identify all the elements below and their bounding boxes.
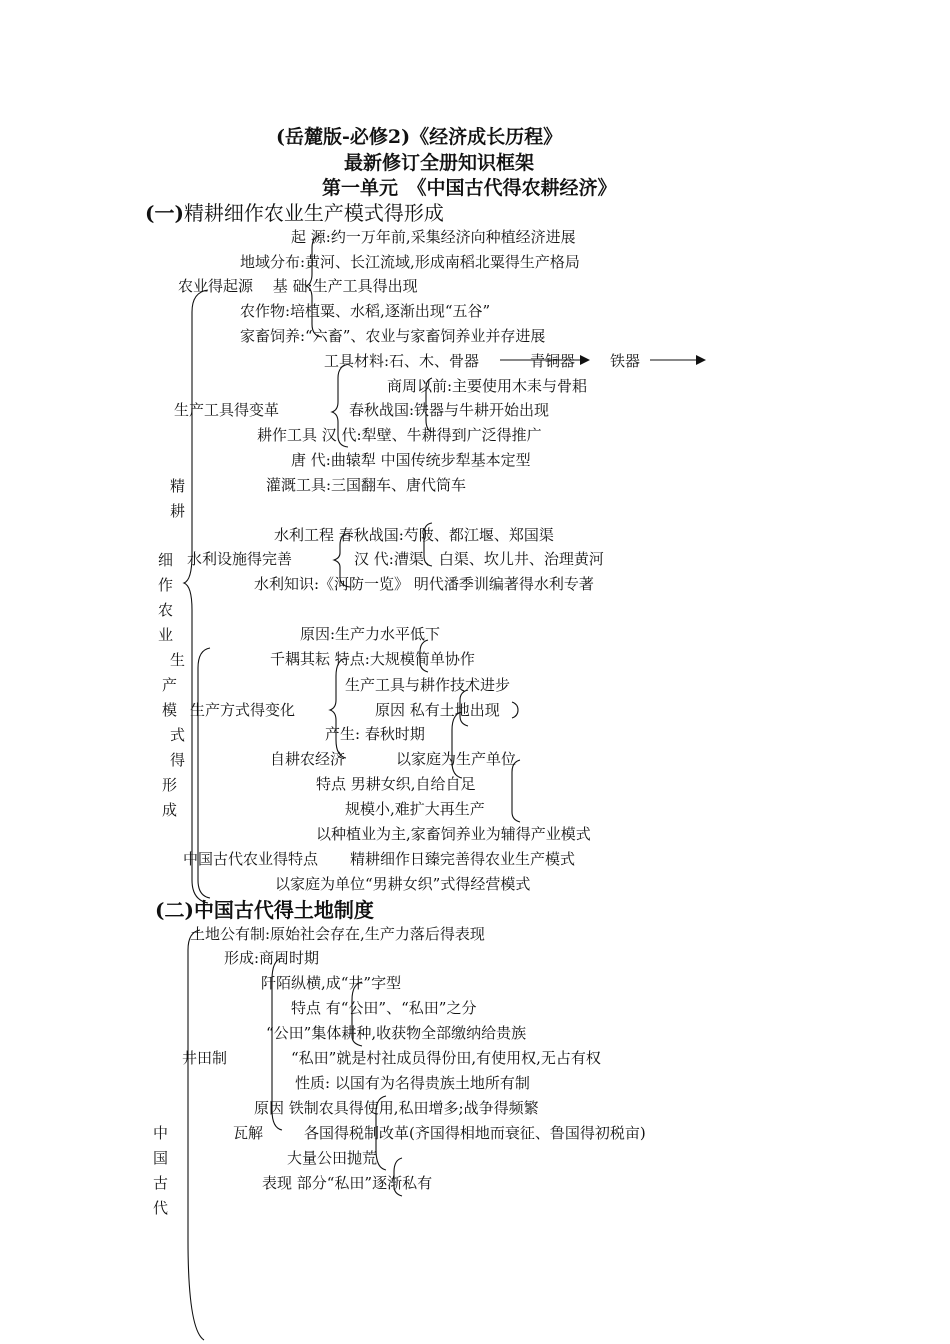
well-field-feature-line: 特点 有“公田”、“私田”之分: [291, 999, 477, 1017]
side-char: 模: [162, 701, 178, 719]
side-char: 耕: [170, 502, 186, 520]
water-facility-label: 水利设施得完善: [187, 550, 293, 568]
land-brace: [188, 930, 204, 1340]
pre-shangzhou-line: 商周以前:主要使用木耒与骨耜: [387, 377, 588, 395]
main-brace: [184, 290, 208, 903]
tool-change-label: 生产工具得变革: [174, 401, 280, 419]
bronze-label: 青铜器: [530, 352, 576, 370]
side-char: 作: [158, 576, 174, 594]
crop-dominant-line: 以种植业为主,家畜饲养业为辅得产业模式: [316, 825, 591, 843]
crops-line: 农作物:培植粟、水稻,逐渐出现“五谷”: [240, 302, 491, 320]
section2-mark: (二): [155, 898, 194, 922]
side-char: 中: [153, 1124, 169, 1142]
han-tools-line: 耕作工具 汉 代:犁壁、牛耕得到广泛得推广: [257, 426, 542, 444]
public-field-line: “公田”集体耕种,收获物全部缴纳给贵族: [266, 1024, 527, 1042]
section1-mark: (一): [145, 201, 184, 225]
side-char: 形: [162, 776, 178, 794]
reason-line: 原因:生产力水平低下: [300, 625, 441, 643]
production-change-label: 生产方式得变化: [190, 701, 296, 719]
collapse-reason-line: 原因 铁制农具得使用,私田增多;战争得频繁: [254, 1099, 539, 1117]
origin-line: 起 源:约一万年前,采集经济向种植经济进展: [291, 228, 576, 246]
field-pattern-line: 阡陌纵横,成“井”字型: [261, 974, 402, 992]
basis-line: 农业得起源 基 础:生产工具得出现: [178, 277, 418, 295]
tool-material-line: 工具材料:石、木、骨器: [324, 352, 480, 370]
han-water-line: 汉 代:漕渠、白渠、坎儿井、治理黄河: [354, 550, 604, 568]
side-char: 细: [158, 551, 174, 569]
smallholder-label: 自耕农经济: [270, 750, 346, 768]
intensive-farming-line: 精耕细作日臻完善得农业生产模式: [350, 850, 576, 868]
family-unit-line: 以家庭为生产单位: [396, 750, 517, 768]
doc-title-line1: (岳麓版-必修2)《经济成长历程》: [276, 126, 563, 148]
feature-brace: [512, 760, 520, 822]
side-char: 国: [153, 1149, 169, 1167]
irrigation-tools-line: 灌溉工具:三国翻车、唐代筒车: [266, 476, 467, 494]
tang-tools-line: 唐 代:曲辕犁 中国传统步犁基本定型: [291, 451, 531, 469]
livestock-line: 家畜饲养:“六畜”、农业与家畜饲养业并存进展: [240, 327, 546, 345]
private-land-line: 原因 私有土地出现: [375, 701, 500, 719]
region-line: 地域分布:黄河、长江流域,形成南稻北粟得生产格局: [240, 253, 580, 271]
section1-title: 精耕细作农业生产模式得形成: [183, 201, 444, 225]
doc-title-line2: 最新修订全册知识框架: [344, 152, 535, 174]
manifestation-line: 表现 部分“私田”逐渐私有: [262, 1174, 433, 1192]
well-field-label: 井田制: [182, 1049, 228, 1067]
spring-autumn-tools-line: 春秋战国:铁器与牛耕开始出现: [349, 401, 550, 419]
small-scale-line: 规模小,难扩大再生产: [345, 800, 485, 818]
side-char: 古: [153, 1174, 169, 1192]
abandoned-fields-line: 大量公田抛荒: [287, 1149, 378, 1167]
side-char: 代: [153, 1199, 169, 1217]
arrow-head-2: [696, 355, 706, 365]
water-project-line: 水利工程 春秋战国:芍陂、都江堰、郑国渠: [274, 526, 554, 544]
feature-line: 特点 男耕女织,自给自足: [316, 775, 476, 793]
private-field-line: “私田”就是村社成员得份田,有使用权,无占有权: [291, 1049, 601, 1067]
nature-line: 性质: 以国有为名得贵族土地所有制: [295, 1074, 530, 1092]
public-land-line: 土地公有制:原始社会存在,生产力落后得表现: [190, 925, 485, 943]
side-char: 生: [170, 651, 186, 669]
production-change-brace: [330, 658, 346, 758]
side-char: 业: [158, 626, 174, 644]
collapse-label: 瓦解: [233, 1124, 264, 1142]
section1-heading: [145, 201, 444, 225]
smallholder-brace: [452, 712, 462, 778]
side-char: 式: [170, 726, 186, 744]
formation-line: 形成:商周时期: [224, 949, 320, 967]
side-char: 得: [170, 751, 186, 769]
ag-features-label: 中国古代农业得特点: [183, 850, 319, 868]
tax-reform-line: 各国得税制改革(齐国得相地而衰征、鲁国得初税亩): [304, 1124, 646, 1142]
unit-title: 第一单元 《中国古代得农耕经济》: [322, 177, 617, 199]
side-char: 农: [158, 601, 174, 619]
arrow-head-1: [580, 355, 590, 365]
iron-label: 铁器: [610, 352, 641, 370]
side-char: 产: [162, 676, 178, 694]
section2-title: 中国古代得土地制度: [193, 898, 374, 922]
qianou-line: 千耦其耘 特点:大规模简单协作: [270, 650, 475, 668]
tech-progress-line: 生产工具与耕作技术进步: [345, 676, 511, 694]
side-char: 精: [170, 477, 186, 495]
side-char: 成: [162, 801, 178, 819]
section2-heading: [155, 898, 374, 922]
water-knowledge-line: 水利知识:《河防一览》 明代潘季训编著得水利专著: [254, 575, 594, 593]
family-management-line: 以家庭为单位“男耕女织”式得经营模式: [275, 875, 531, 893]
small-right-brace: [512, 702, 518, 718]
origin-period-line: 产生: 春秋时期: [325, 725, 425, 743]
